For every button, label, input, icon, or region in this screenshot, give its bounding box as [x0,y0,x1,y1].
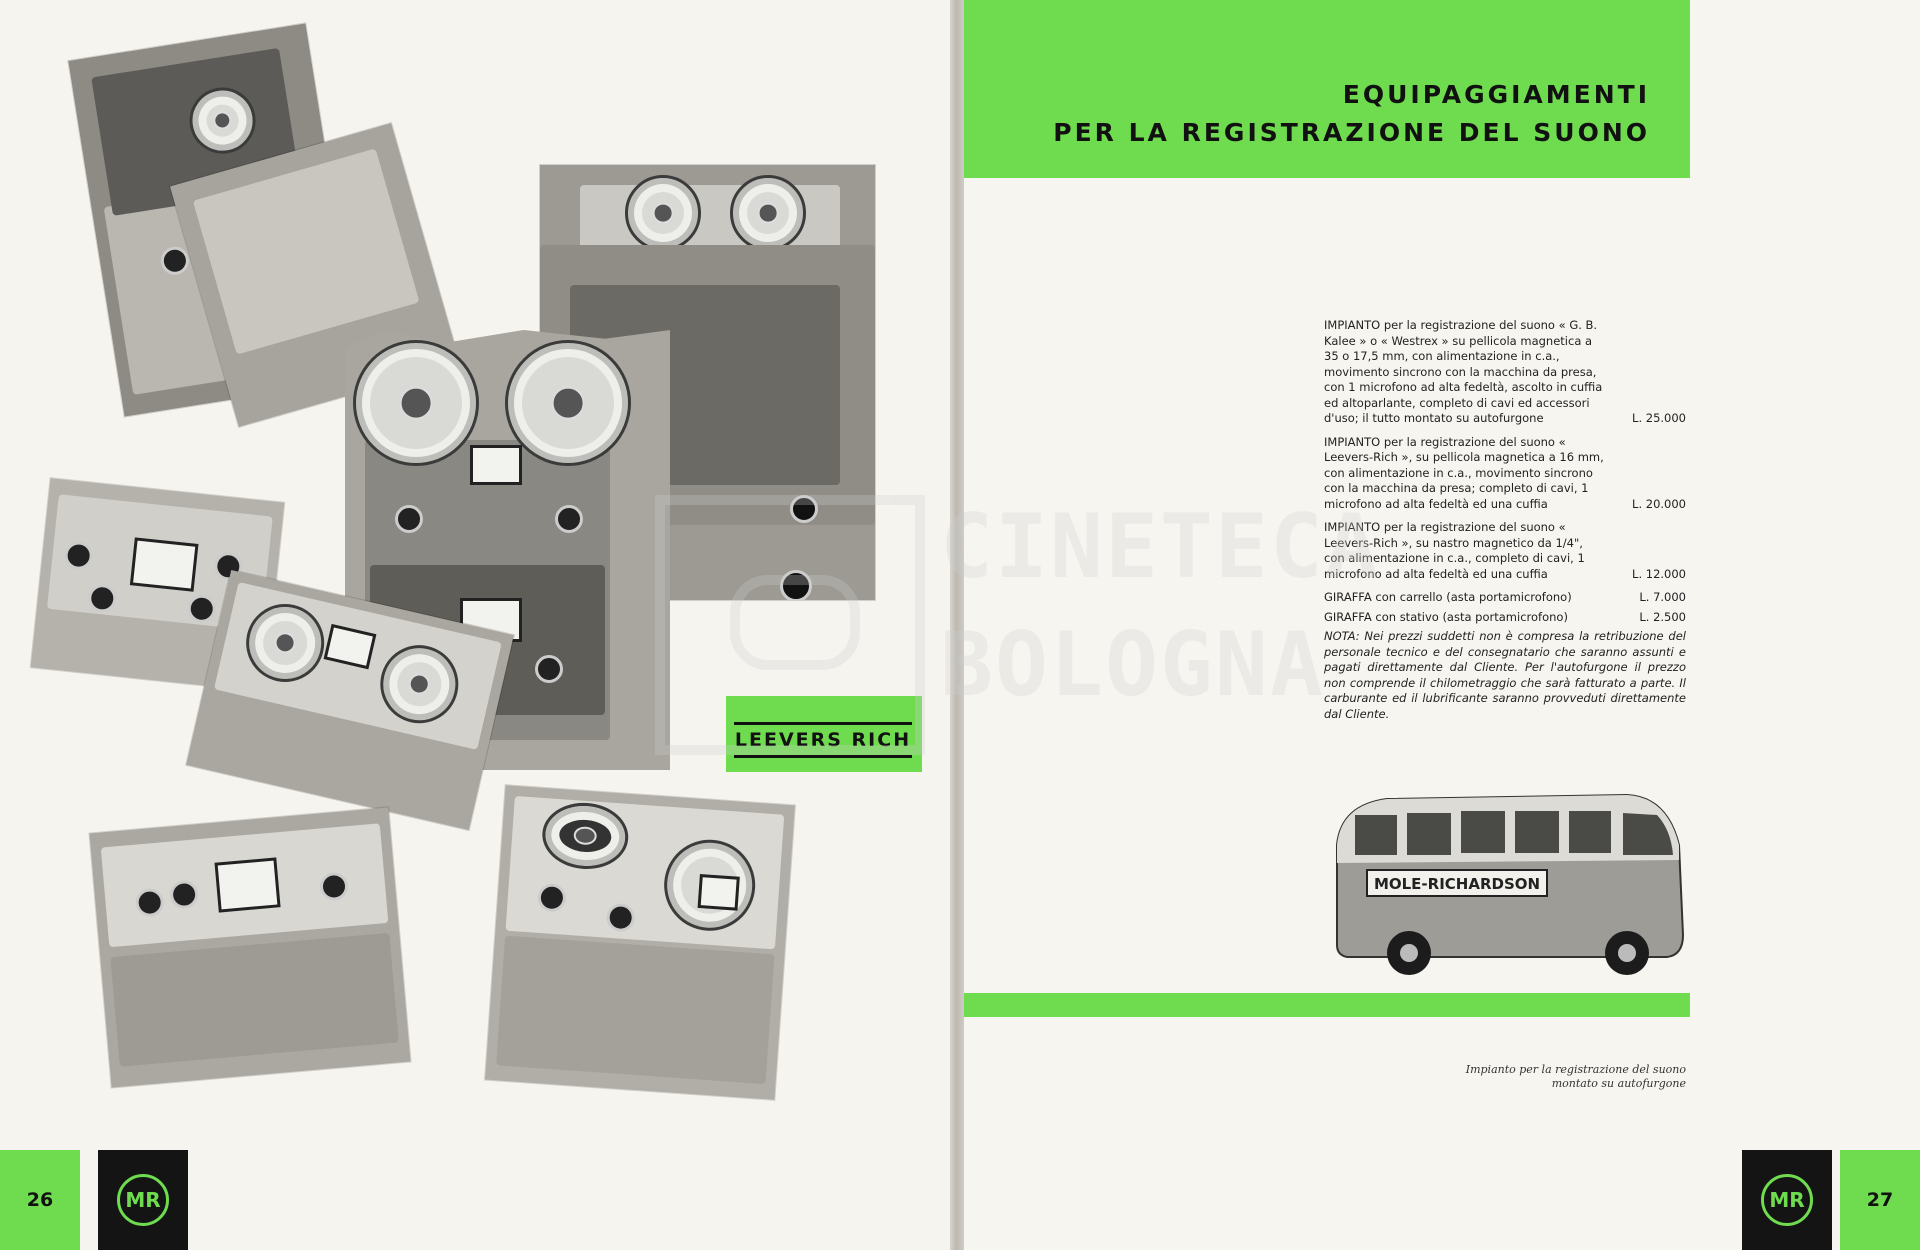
page-title-line1: EQUIPAGGIAMENTI [1342,80,1650,109]
page-title-line2: PER LA REGISTRAZIONE DEL SUONO [1053,118,1650,147]
van-photo [1327,785,1687,985]
photo-amplifier-case [89,807,410,1087]
nota-text: NOTA: Nei prezzi suddetti non è compresa la retribuzione del personale tecnico e del consegnatario che saranno assunti e pagati direttamente dal Cliente. Per l'autofurgone il prezzo non comprende il chilometraggio che sarà fatturato a parte. Il carburante ed il lubrificante saranno provveduti direttamente dal Cliente. [1324,629,1686,721]
price-value: L. 20.000 [1632,496,1686,511]
leevers-rich-badge [726,696,922,772]
watermark-line1: CINETECA [940,495,1380,598]
mr-logo-right: MR [1742,1150,1832,1250]
watermark-line2: BOLOGNA [940,613,1325,716]
photo-turntable-recorder [485,785,795,1100]
leevers-rich-label: LEEVERS RICH [734,722,912,758]
price-item: IMPIANTO per la registrazione del suono « Leevers-Rich », su pellicola magnetica a 16 mm, con alimentazione in c.a., movimento sincrono con la macchina da presa; completo di cavi, 1 microfono ad alta fedeltà ed una cuffia L. 20.000 [1324,434,1686,511]
price-list [1324,318,1686,722]
page-number-left: 26 [0,1150,80,1250]
title-band [964,0,1690,178]
price-value: L. 2.500 [1639,609,1686,624]
bottom-green-band [964,993,1690,1017]
price-value: L. 7.000 [1639,590,1686,604]
left-page [0,0,950,1250]
price-item: GIRAFFA con stativo (asta portamicrofono) L. 2.500 [1324,609,1686,624]
price-value: L. 25.000 [1632,411,1686,425]
book-gutter [950,0,964,1250]
price-value: L. 12.000 [1632,566,1686,581]
price-item: GIRAFFA con carrello (asta portamicrofono) L. 7.000 [1324,590,1686,604]
price-item: IMPIANTO per la registrazione del suono « Leevers-Rich », su nastro magnetico da 1/4", con alimentazione in c.a., completo di cavi, 1 microfono ad alta fedeltà ed una cuffia L. 12.000 [1324,520,1686,581]
van-label: MOLE-RICHARDSON [1373,875,1541,893]
mr-logo-left: MR [98,1150,188,1250]
price-item: IMPIANTO per la registrazione del suono « G. B. Kalee » o « Westrex » su pellicola magnetica a 35 o 17,5 mm, con alimentazione in c.a., movimento sincrono con la macchina da presa, con 1 microfono ad alta fedeltà, ascolto in cuffia ed altoparlante, completo di cavi ed accessori d'uso; il tutto montato su autofurgone L. 25.000 [1324,318,1686,425]
page-number-right: 27 [1840,1150,1920,1250]
photo-caption: Impianto per la registrazione del suono montato su autofurgone [1465,1063,1686,1090]
